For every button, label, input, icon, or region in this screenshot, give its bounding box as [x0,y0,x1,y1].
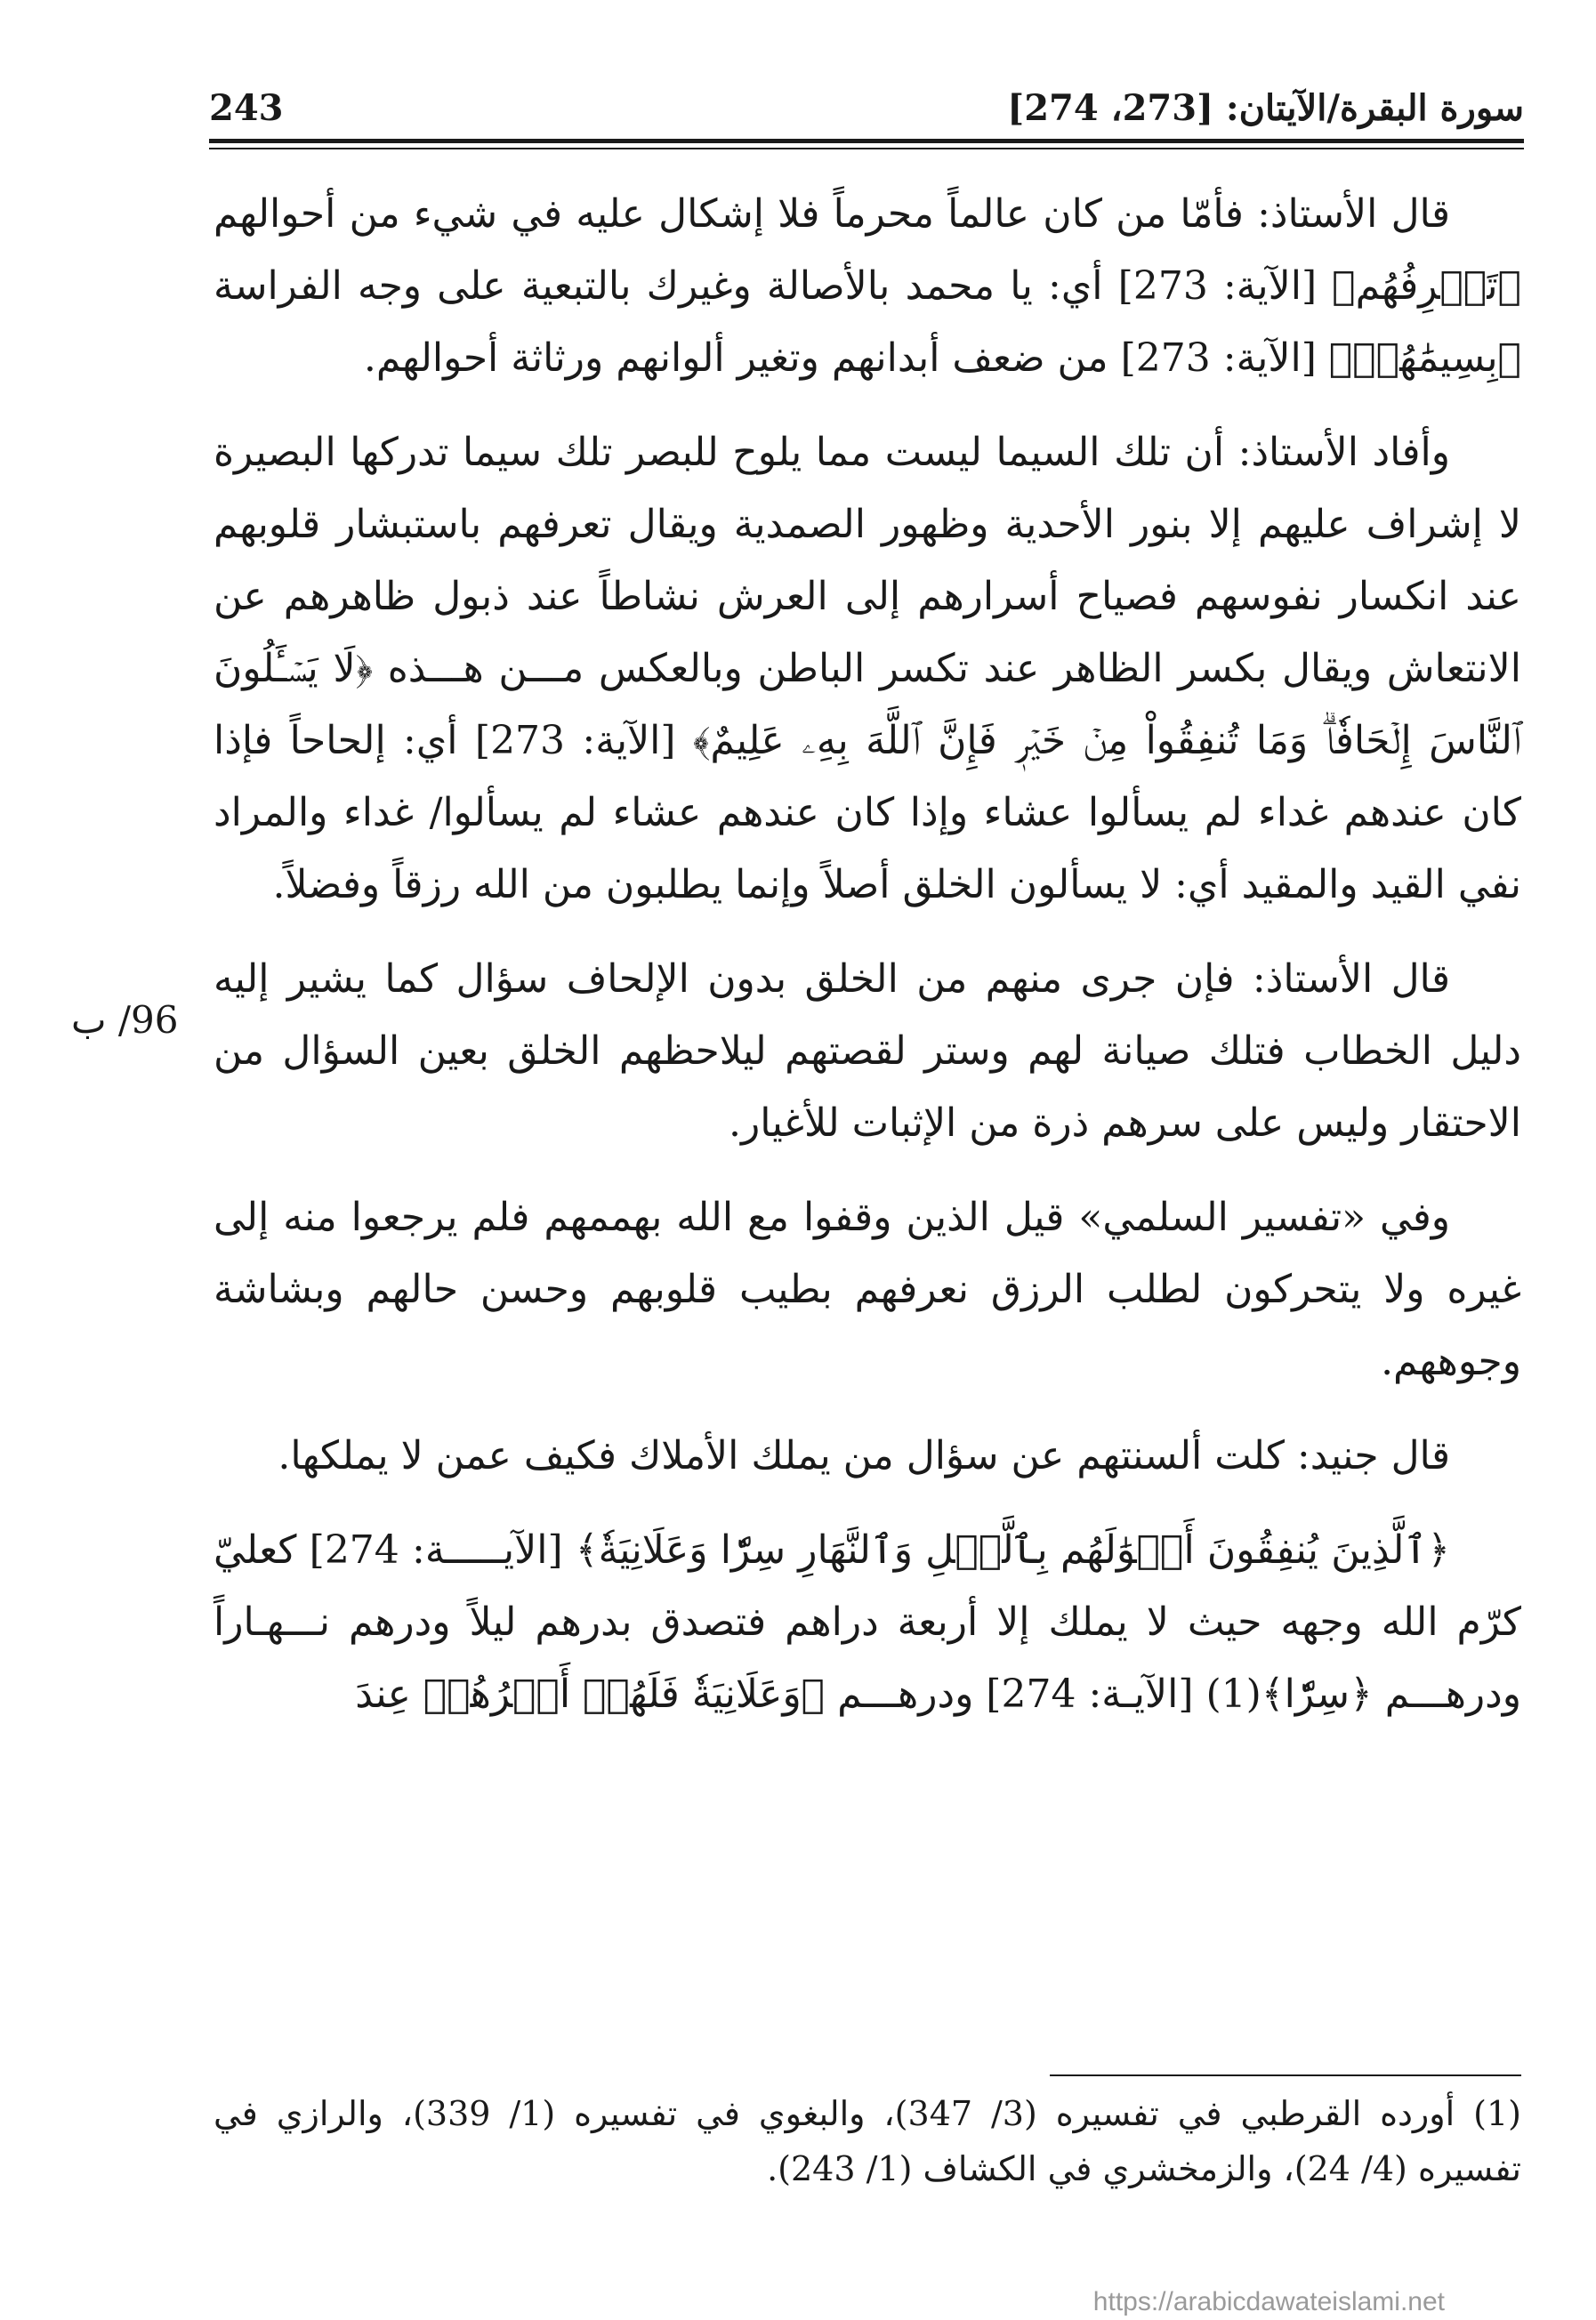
page-header [209,82,1524,135]
header-rule-thick [209,139,1524,143]
paragraph-1: قال الأستاذ: فأمّا من كان عالماً محرماً فلا إشكال عليه في شيء من أحوالهم ﴿تَعۡرِفُهُم﴾ [الآية: 273] أي: يا محمد بالأصالة وغيرك بالتبعية على وجه الفراسة ﴿بِسِيمَٰهُمۡ﴾ [الآية: 273] من ضعف أبدانهم وتغير ألوانهم ورثاثة أحوالهم. [214,191,1521,381]
paragraph-6: ﴿ٱلَّذِينَ يُنفِقُونَ أَمۡوَٰلَهُم بِٱلَّيۡلِ وَٱلنَّهَارِ سِرّٗا وَعَلَانِيَةٗ﴾ [الآيـــــة: 274] كعليّ كرّم الله وجهه حيث لا يملك إلا أربعة دراهم فتصدق بدرهم ليلاً ودرهم نـــهـاراً ودرهـــم ﴿سِرّٗا﴾(1) [الآيـة: 274] ودرهـــم ﴿وَعَلَانِيَةٗ فَلَهُمۡ أَجۡرُهُمۡ عِندَ [214,1527,1521,1717]
main-text [214,178,1521,1752]
paragraph-5: قال جنيد: كلت ألسنتهم عن سؤال من يملك الأملاك فكيف عمن لا يملكها. [278,1433,1450,1478]
running-title: سورة البقرة/الآيتان: [273، 274] [1007,87,1524,129]
page-number: 243 [209,87,284,129]
paragraph-4: وفي «تفسير السلمي» قيل الذين وقفوا مع الله بهممهم فلم يرجعوا منه إلى غيره ولا يتحركون لطلب الرزق نعرفهم بطيب قلوبهم وحسن حالهم وبشاشة وجوههم. [214,1195,1521,1384]
manuscript-folio-note: 96/ ب [71,998,179,1042]
footnote-divider [1050,2074,1521,2076]
footnote-area [214,2086,1521,2196]
watermark-url: https://arabicdawateislami.net [1092,2287,1445,2316]
paragraph-3: قال الأستاذ: فإن جرى منهم من الخلق بدون الإلحاف سؤال كما يشير إليه دليل الخطاب فتلك صيانة لهم وستر لقصتهم ليلاحظهم الخلق بعين السؤال من الاحتقار وليس على سرهم ذرة من الإثبات للأغيار. [214,956,1521,1146]
header-rule-thin [209,148,1524,149]
paragraph-2: وأفاد الأستاذ: أن تلك السيما ليست مما يلوح للبصر تلك سيما تدركها البصيرة لا إشراف عليهم إلا بنور الأحدية وظهور الصمدية ويقال تعرفهم باستبشار قلوبهم عند انكسار نفوسهم فصياح أسرارهم إلى العرش نشاطاً عند ذبول ظاهرهم عن الانتعاش ويقال بكسر الظاهر عند تكسر الباطن وبالعكس مـــن هـــذه ﴿لَا يَسۡـَٔلُونَ ٱلنَّاسَ إِلۡحَافٗاۗ وَمَا تُنفِقُواْ مِنۡ خَيۡرٖ فَإِنَّ ٱللَّهَ بِهِۦ عَلِيمٌ﴾ [الآية: 273] أي: إلحاحاً فإذا كان عندهم غداء لم يسألوا عشاء وإذا كان عندهم عشاء لم يسألوا/ غداء والمراد نفي القيد والمقيد أي: لا يسألون الخلق أصلاً وإنما يطلبون من الله رزقاً وفضلاً. [214,430,1521,907]
footnote-1: (1) أورده القرطبي في تفسيره (3/ 347)، والبغوي في تفسيره (1/ 339)، والرازي في تفسيره (4/ 24)، والزمخشري في الكشاف (1/ 243). [214,2094,1521,2188]
